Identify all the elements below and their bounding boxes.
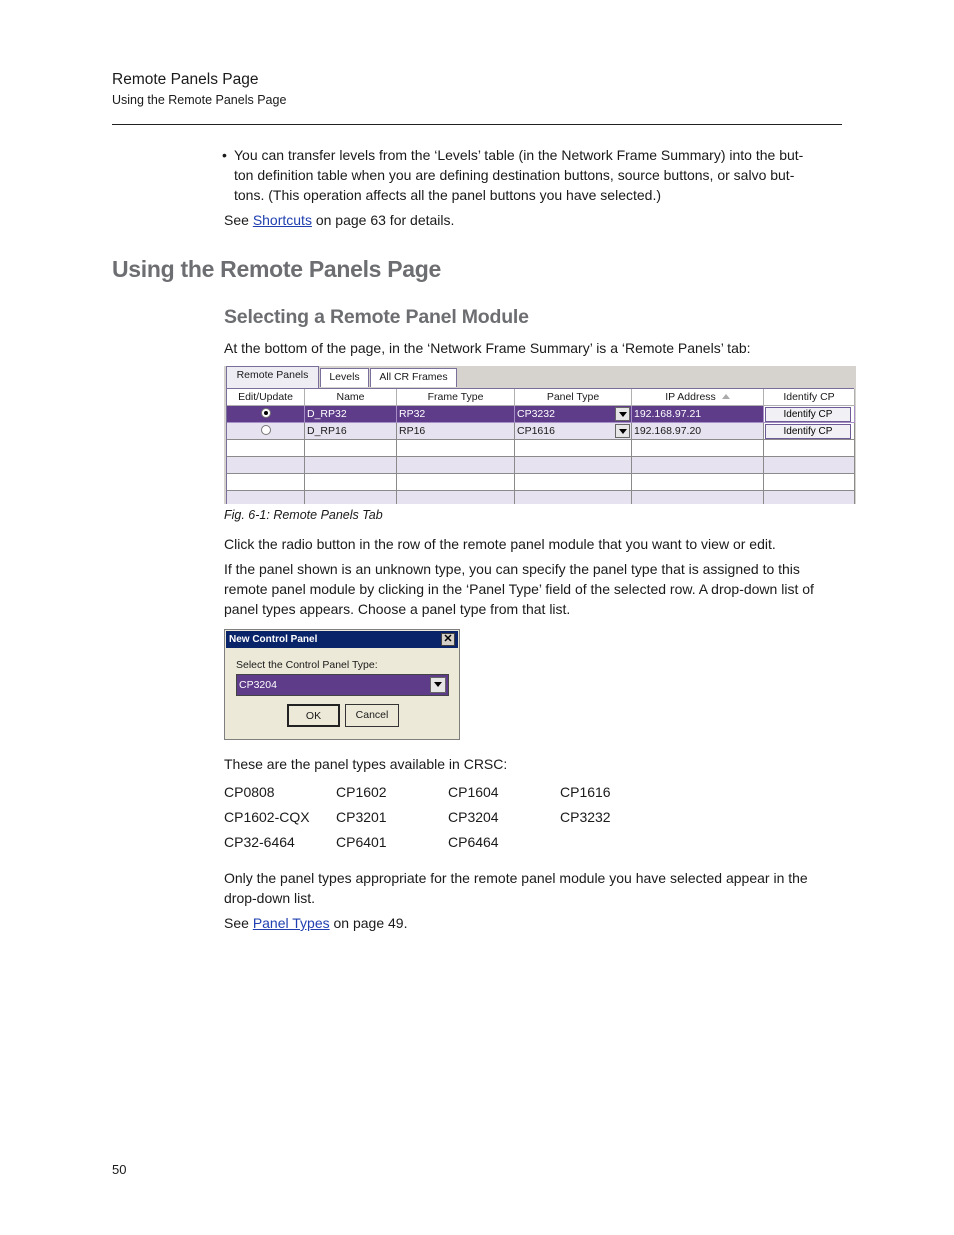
panel-type-selected-value: CP3204 — [239, 679, 277, 691]
see-prefix: See — [224, 212, 253, 228]
name-cell: D_RP32 — [305, 406, 397, 423]
new-control-panel-dialog — [224, 629, 460, 740]
only-line-1: Only the panel types appropriate for the remote panel module you have selected appear in the — [224, 870, 808, 886]
ip-address-cell: 192.168.97.21 — [632, 406, 764, 423]
panel-type-item: CP1604 — [448, 784, 499, 800]
paragraph-tab-intro: At the bottom of the page, in the ‘Network Frame Summary’ is a ‘Remote Panels’ tab: — [224, 340, 751, 356]
table-row[interactable] — [227, 406, 855, 423]
unknown-line-1: If the panel shown is an unknown type, you can specify the panel type that is assigned to this — [224, 561, 800, 577]
bullet-line-3: tons. (This operation affects all the panel buttons you have selected.) — [234, 187, 661, 203]
paragraph-types-intro: These are the panel types available in CRSC: — [224, 756, 508, 772]
running-header-chapter: Remote Panels Page — [112, 71, 259, 88]
col-frame-type[interactable]: Frame Type — [397, 389, 515, 406]
sort-ascending-icon — [722, 394, 730, 399]
panel-type-item: CP1602-CQX — [224, 809, 310, 825]
tab-levels[interactable]: Levels — [320, 368, 369, 387]
panel-type-item: CP1616 — [560, 784, 611, 800]
ip-address-cell: 192.168.97.20 — [632, 423, 764, 440]
panel-type-cell[interactable] — [515, 406, 632, 423]
bullet-line-2: ton definition table when you are defining destination buttons, source buttons, or salvo but- — [234, 167, 795, 183]
empty-row — [227, 474, 855, 491]
see-suffix: on page 63 for details. — [311, 212, 455, 228]
paragraph-click: Click the radio button in the row of the remote panel module that you want to view or edit. — [224, 536, 776, 552]
panel-types-row — [224, 784, 674, 809]
see-shortcuts-line — [224, 210, 454, 230]
panel-type-item: CP1602 — [336, 784, 387, 800]
remote-panels-table — [226, 388, 854, 504]
shortcuts-link[interactable]: Shortcuts — [252, 212, 312, 228]
panel-type-item: CP3201 — [336, 809, 387, 825]
tab-remote-panels[interactable]: Remote Panels — [226, 366, 319, 388]
cancel-button[interactable]: Cancel — [345, 704, 399, 727]
panel-type-item: CP6464 — [448, 834, 499, 850]
chevron-down-icon[interactable] — [430, 677, 446, 693]
running-header-section: Using the Remote Panels Page — [112, 93, 287, 107]
panel-type-value: CP1616 — [517, 425, 555, 437]
section-heading: Using the Remote Panels Page — [112, 256, 442, 282]
name-cell: D_RP16 — [305, 423, 397, 440]
dropdown-arrow-icon[interactable] — [615, 424, 630, 438]
table-header-row — [227, 389, 855, 406]
dropdown-arrow-icon[interactable] — [615, 407, 630, 421]
edit-radio-unselected[interactable] — [261, 425, 271, 435]
bullet-line-1: You can transfer levels from the ‘Levels’ table (in the Network Frame Summary) into the but- — [234, 147, 804, 163]
ok-button[interactable]: OK — [287, 704, 340, 727]
see2-prefix: See — [224, 915, 253, 931]
close-icon[interactable]: ✕ — [441, 633, 455, 646]
table-row[interactable] — [227, 423, 855, 440]
panel-type-item: CP3232 — [560, 809, 611, 825]
panel-type-item: CP6401 — [336, 834, 387, 850]
only-line-2: drop-down list. — [224, 890, 316, 906]
panel-type-select[interactable] — [236, 674, 449, 696]
tab-all-cr-frames[interactable]: All CR Frames — [370, 368, 457, 387]
paragraph-only-appropriate — [224, 868, 844, 908]
header-rule — [112, 124, 842, 125]
unknown-line-2: remote panel module by clicking in the ‘Panel Type’ field of the selected row. A drop-down list of — [224, 581, 814, 597]
see2-suffix: on page 49. — [329, 915, 408, 931]
panel-types-link[interactable]: Panel Types — [252, 915, 330, 931]
remote-panels-figure — [224, 366, 856, 504]
panel-type-cell[interactable] — [515, 423, 632, 440]
frame-type-cell: RP16 — [397, 423, 515, 440]
col-ip-address-label: IP Address — [665, 391, 716, 403]
identify-cell — [764, 406, 855, 423]
panel-types-row — [224, 809, 674, 834]
panel-type-value: CP3232 — [517, 408, 555, 420]
unknown-line-3: panel types appears. Choose a panel type from that list. — [224, 601, 571, 617]
panel-type-item: CP32-6464 — [224, 834, 295, 850]
empty-row — [227, 457, 855, 474]
panel-type-item: CP3204 — [448, 809, 499, 825]
col-panel-type[interactable]: Panel Type — [515, 389, 632, 406]
identify-cp-button[interactable]: Identify CP — [765, 407, 851, 422]
edit-radio-cell — [227, 406, 305, 423]
panel-types-row — [224, 834, 674, 859]
identify-cp-button[interactable]: Identify CP — [765, 424, 851, 439]
dialog-title: New Control Panel — [229, 634, 318, 645]
edit-radio-selected[interactable] — [261, 408, 271, 418]
col-name[interactable]: Name — [305, 389, 397, 406]
frame-type-cell: RP32 — [397, 406, 515, 423]
empty-row — [227, 491, 855, 504]
dialog-title-bar — [226, 631, 458, 648]
subsection-heading: Selecting a Remote Panel Module — [224, 306, 529, 328]
identify-cell — [764, 423, 855, 440]
col-identify-cp[interactable]: Identify CP — [764, 389, 855, 406]
col-ip-address[interactable] — [632, 389, 764, 406]
figure-caption: Fig. 6-1: Remote Panels Tab — [224, 508, 383, 522]
bullet-item — [222, 145, 846, 205]
panel-type-item: CP0808 — [224, 784, 275, 800]
see-panel-types-line — [224, 913, 407, 933]
page-number: 50 — [112, 1162, 127, 1177]
empty-row — [227, 440, 855, 457]
col-edit-update[interactable]: Edit/Update — [227, 389, 305, 406]
tab-strip — [224, 366, 856, 387]
panel-types-list — [224, 784, 674, 859]
bullet-dot: • — [222, 147, 227, 163]
edit-radio-cell — [227, 423, 305, 440]
panel-type-label: Select the Control Panel Type: — [236, 659, 378, 671]
paragraph-unknown-type — [224, 559, 844, 619]
